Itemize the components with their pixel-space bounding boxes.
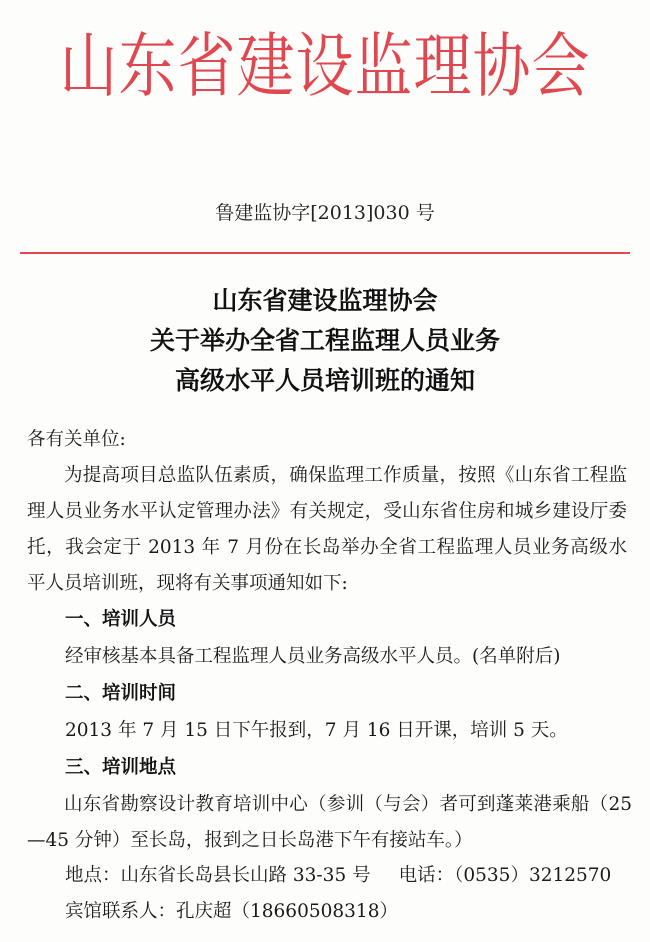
title-line-1: 山东省建设监理协会 (212, 286, 438, 315)
section-heading-trainees: 一、培训人员 (65, 609, 177, 630)
section-text-time: 2013 年 7 月 15 日下午报到，7 月 16 日开课，培训 5 天。 (65, 720, 568, 741)
section-heading-time: 二、培训时间 (65, 683, 177, 704)
address: 地点：山东省长岛县长山路 33-35 号 (65, 865, 371, 886)
organization-letterhead: 山东省建设监理协会 (59, 25, 591, 107)
section-text-trainees: 经审核基本具备工程监理人员业务高级水平人员。(名单附后) (65, 646, 561, 667)
title-line-3: 高级水平人员培训班的通知 (174, 366, 475, 395)
notice-title (0, 281, 650, 401)
intro-text: 为提高项目总监队伍素质，确保监理工作质量，按照《山东省工程监理人员业务水平认定管理办法》有关规定，受山东省住房和城乡建设厅委托，我会定于 2013 年 7 月份在长岛举办全省工程监理人员业务高级水平人员培训班，现将有关事项通知如下: (27, 465, 627, 594)
section-text-location: 山东省勘察设计教育培训中心（参训（与会）者可到蓬莱港乘船（25—45 分钟）至长岛，报到之日长岛港下午有接站车。） (27, 794, 632, 851)
document-number: 鲁建监协字[2013]030 号 (215, 202, 435, 224)
phone: 电话：（0535）3212570 (398, 865, 612, 886)
header-divider (20, 252, 630, 254)
hotel-contact: 宾馆联系人：孔庆超（18660508318） (65, 901, 398, 922)
section-heading-location: 三、培训地点 (65, 757, 177, 778)
salutation: 各有关单位: (27, 429, 126, 450)
title-line-2: 关于举办全省工程监理人员业务 (149, 326, 500, 355)
address-line (65, 860, 611, 892)
intro-paragraph (27, 458, 627, 602)
